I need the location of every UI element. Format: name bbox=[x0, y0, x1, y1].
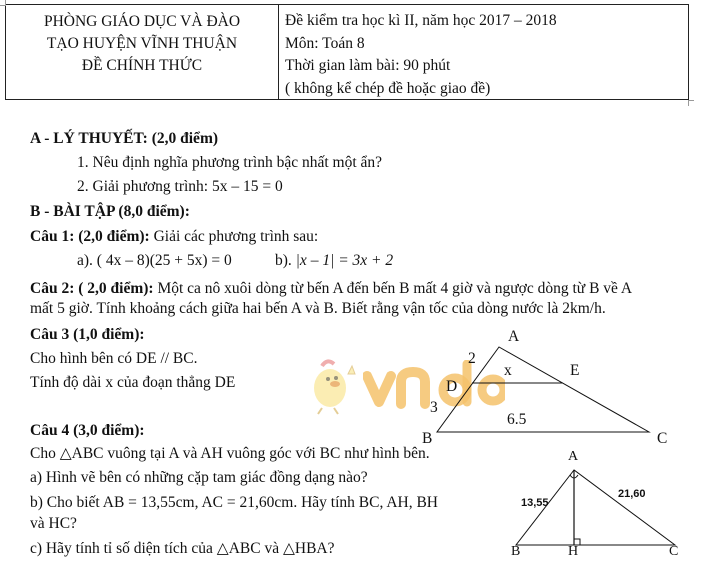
fig3-label-db-length: 3 bbox=[430, 399, 438, 416]
fig3-label-b: B bbox=[422, 430, 433, 447]
section-a-item-1: 1. Nêu định nghĩa phương trình bậc nhất một ẩn? bbox=[77, 154, 383, 171]
section-a-item-2: 2. Giải phương trình: 5x – 15 = 0 bbox=[77, 178, 283, 195]
section-b-title: B - BÀI TẬP (8,0 điểm): bbox=[30, 203, 190, 220]
question-4a: a) Hình vẽ bên có những cặp tam giác đồng dạng nào? bbox=[30, 469, 368, 486]
header-official-label: ĐỀ CHÍNH THỨC bbox=[81, 57, 203, 74]
question-4c: c) Hãy tính tỉ số diện tích của △ABC và △HBA? bbox=[30, 540, 335, 557]
question-3-line-2: Tính độ dài x của đoạn thẳng DE bbox=[30, 374, 236, 391]
fig4-label-h: H bbox=[568, 544, 579, 559]
exam-duration: Thời gian làm bài: 90 phút bbox=[285, 57, 451, 74]
exam-duration-note: ( không kể chép đề hoặc giao đề) bbox=[285, 79, 491, 97]
fig4-label-c: C bbox=[669, 544, 679, 559]
fig4-label-b: B bbox=[511, 544, 521, 559]
question-1a: a). ( 4x – 8)(25 + 5x) = 0 bbox=[77, 252, 232, 269]
fig4-label-ab-length: 13,55 bbox=[521, 497, 549, 509]
question-1-text: Giải các phương trình sau: bbox=[149, 228, 319, 245]
question-1b-expression: |x – 1| = 3x + 2 bbox=[295, 252, 394, 269]
question-4-label: Câu 4 (3,0 điểm): bbox=[30, 422, 145, 439]
fig3-label-x: x bbox=[504, 362, 512, 379]
question-1b-prefix: b). bbox=[275, 252, 296, 269]
header-school-line-2: TẠO HUYỆN VĨNH THUẬN bbox=[46, 35, 238, 52]
fig3-label-c: C bbox=[657, 430, 668, 447]
question-2-line-2: mất 5 giờ. Tính khoảng cách giữa hai bến A và B. Biết rằng vận tốc của dòng nước là 2km/h. bbox=[30, 300, 606, 317]
fig3-label-ad-length: 2 bbox=[468, 350, 476, 367]
header-school-line-1: PHÒNG GIÁO DỤC VÀ ĐÀO bbox=[43, 13, 241, 30]
question-4b-line-1: b) Cho biết AB = 13,55cm, AC = 21,60cm. Hãy tính BC, AH, BH bbox=[30, 494, 439, 511]
fig4-label-a: A bbox=[568, 449, 579, 464]
fig3-label-d: D bbox=[446, 378, 458, 395]
question-2-label: Câu 2: ( 2,0 điểm): bbox=[30, 280, 154, 297]
fig4-label-ac-length: 21,60 bbox=[618, 488, 646, 500]
exam-subject: Môn: Toán 8 bbox=[285, 34, 365, 52]
exam-title: Đề kiểm tra học kì II, năm học 2017 – 2018 bbox=[285, 12, 557, 29]
section-a-title: A - LÝ THUYẾT: (2,0 điểm) bbox=[30, 130, 219, 147]
question-3-label: Câu 3 (1,0 điểm): bbox=[30, 326, 145, 343]
fig3-label-a: A bbox=[508, 328, 520, 345]
question-4-line-1: Cho △ABC vuông tại A và AH vuông góc với BC như hình bên. bbox=[30, 445, 430, 462]
question-4b-line-2: và HC? bbox=[30, 515, 77, 532]
fig3-label-bc-length: 6.5 bbox=[507, 411, 527, 428]
fig3-label-e: E bbox=[570, 362, 580, 379]
question-3-line-1: Cho hình bên có DE // BC. bbox=[30, 350, 198, 367]
question-1-label: Câu 1: (2,0 điểm): bbox=[30, 228, 150, 245]
question-2-text: Một ca nô xuôi dòng từ bến A đến bến B mất 4 giờ và ngược dòng từ B về A bbox=[153, 280, 633, 297]
